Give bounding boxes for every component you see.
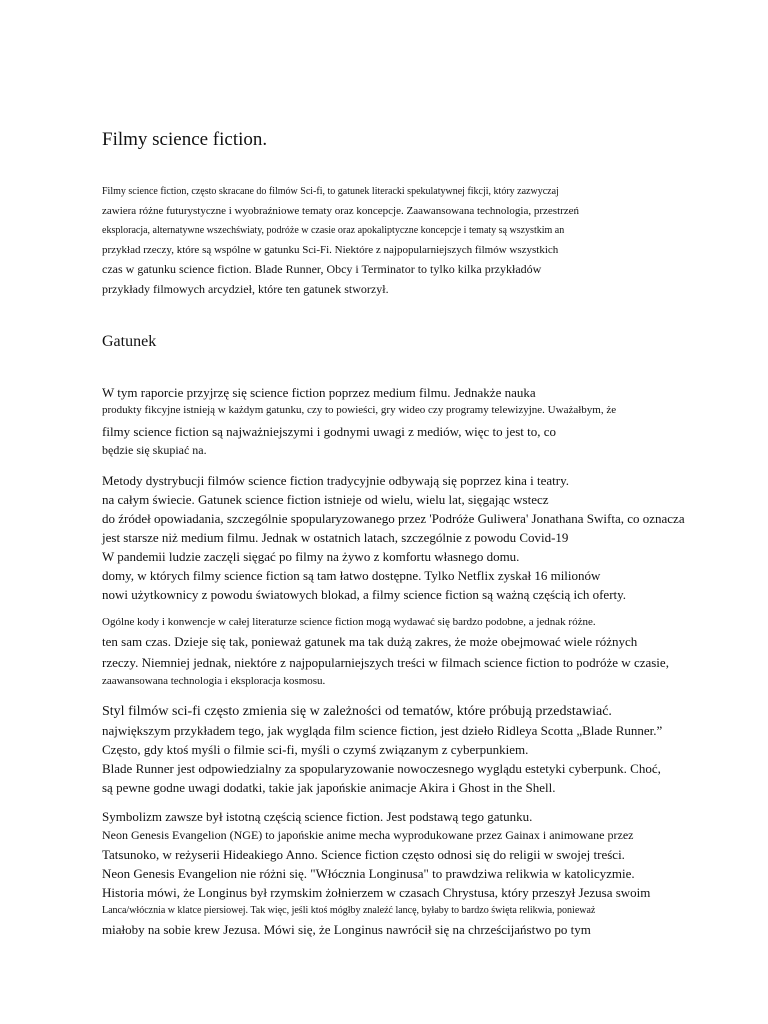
paragraph-line: miałoby na sobie krew Jezusa. Mówi się, że Longinus nawrócił się na chrześcijaństwo po tym: [102, 922, 591, 937]
intro-line: eksploracja, alternatywne wszechświaty, podróże w czasie oraz apokaliptyczne koncepcje i tematy są wszystkim an: [102, 225, 565, 236]
paragraph-line: Neon Genesis Evangelion (NGE) to japońskie anime mecha wyprodukowane przez Gainax i animowane przez: [102, 828, 634, 842]
paragraph-line: Często, gdy ktoś myśli o filmie sci-fi, myśli o czymś związanym z cyberpunkiem.: [102, 742, 529, 757]
paragraph-line: zaawansowana technologia i eksploracja kosmosu.: [102, 675, 326, 687]
paragraph-line: Neon Genesis Evangelion nie różni się. "Włócznia Longinusa" to prawdziwa relikwia w katolicyzmie.: [102, 866, 635, 881]
paragraph-line: do źródeł opowiadania, szczególnie spopularyzowanego przez 'Podróże Guliwera' Jonathana Swifta, co oznacza: [102, 511, 685, 526]
intro-line: przykłady filmowych arcydzieł, które ten gatunek stworzył.: [102, 282, 389, 296]
paragraph-line: domy, w których filmy science fiction są tam łatwo dostępne. Tylko Netflix zyskał 16 milionów: [102, 568, 601, 583]
document-title: Filmy science fiction.: [102, 129, 268, 150]
paragraph-line: są pewne godne uwagi dodatki, takie jak japońskie animacje Akira i Ghost in the Shell.: [102, 780, 556, 795]
paragraph-line: ten sam czas. Dzieje się tak, ponieważ gatunek ma tak dużą zakres, że może obejmować wiele różnych: [102, 634, 638, 649]
section-heading: Gatunek: [102, 333, 157, 350]
paragraph-line: Ogólne kody i konwencje w całej literaturze science fiction mogą wydawać się bardzo podobne, a jednak różne.: [102, 616, 596, 628]
paragraph-line: na całym świecie. Gatunek science fiction istnieje od wielu, wielu lat, sięgając wstecz: [102, 492, 549, 507]
paragraph-line: Historia mówi, że Longinus był rzymskim żołnierzem w czasach Chrystusa, który przeszył Jezusa swoim: [102, 885, 651, 900]
paragraph-line: W pandemii ludzie zaczęli sięgać po filmy na żywo z komfortu własnego domu.: [102, 549, 520, 564]
paragraph-line: Lanca/włócznia w klatce piersiowej. Tak więc, jeśli ktoś mógłby znaleźć lancę, byłaby to bardzo święta relikwia, ponieważ: [102, 905, 596, 916]
paragraph-line: produkty fikcyjne istnieją w każdym gatunku, czy to powieści, gry wideo czy programy telewizyjne. Uważałbym, że: [102, 404, 617, 416]
paragraph-line: nowi użytkownicy z powodu światowych blokad, a filmy science fiction są ważną częścią ich oferty.: [102, 587, 627, 602]
paragraph-line: rzeczy. Niemniej jednak, niektóre z najpopularniejszych treści w filmach science fiction to podróże w czasie,: [102, 655, 669, 670]
paragraph-line: Tatsunoko, w reżyserii Hideakiego Anno. Science fiction często odnosi się do religii w swojej treści.: [102, 847, 625, 862]
intro-line: Filmy science fiction, często skracane do filmów Sci-fi, to gatunek literacki spekulatywnej fikcji, który zazwyczaj: [102, 186, 559, 197]
intro-line: przykład rzeczy, które są wspólne w gatunku Sci-Fi. Niektóre z najpopularniejszych filmów wszystkich: [102, 244, 559, 256]
paragraph-line: największym przykładem tego, jak wygląda film science fiction, jest dzieło Ridleya Scotta „Blade Runner.”: [102, 723, 663, 738]
paragraph-line: będzie się skupiać na.: [102, 443, 207, 457]
intro-line: zawiera różne futurystyczne i wyobraźniowe tematy oraz koncepcje. Zaawansowana technologia, przestrzeń: [102, 205, 580, 217]
paragraph-line: filmy science fiction są najważniejszymi i godnymi uwagi z mediów, więc to jest to, co: [102, 424, 557, 439]
intro-line: czas w gatunku science fiction. Blade Runner, Obcy i Terminator to tylko kilka przykładów: [102, 262, 542, 276]
paragraph-line: jest starsze niż medium filmu. Jednak w ostatnich latach, szczególnie z powodu Covid-19: [102, 530, 569, 545]
paragraph-line: W tym raporcie przyjrzę się science fiction poprzez medium filmu. Jednakże nauka: [102, 385, 536, 400]
paragraph-line: Styl filmów sci-fi często zmienia się w zależności od tematów, które próbują przedstawiać.: [102, 704, 612, 719]
paragraph-line: Metody dystrybucji filmów science fiction tradycyjnie odbywają się poprzez kina i teatry.: [102, 473, 570, 488]
paragraph-line: Blade Runner jest odpowiedzialny za spopularyzowanie nowoczesnego wyglądu estetyki cyberpunk. Choć,: [102, 761, 661, 776]
paragraph-line: Symbolizm zawsze był istotną częścią science fiction. Jest podstawą tego gatunku.: [102, 809, 533, 824]
